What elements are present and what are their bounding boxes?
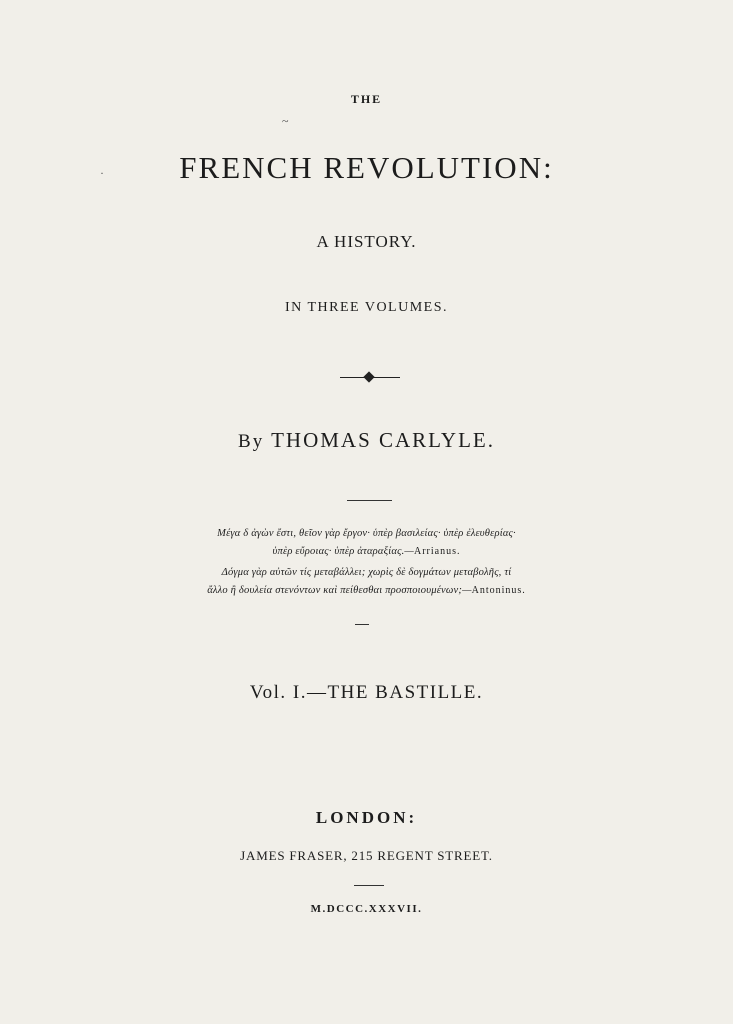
the-label: THE: [350, 92, 383, 106]
epigraph-attribution-arrianus: Arrianus.: [413, 546, 461, 557]
epigraph-line-4-text: ἄλλο ἢ δουλεία στενόντων καὶ πείθεσθαι προσποιουμένων;—: [207, 585, 472, 596]
epigraph-line-4: [0, 585, 733, 596]
epigraph-line-1: Μέγα δ ἀγὼν ἔστι, θεῖον γὰρ ἔργον· ὑπὲρ βασιλείας· ὑπὲρ ἐλευθερίας·: [217, 528, 516, 539]
volume-title: Vol. I.—THE BASTILLE.: [249, 682, 484, 703]
epigraph-line-2: [0, 546, 733, 557]
book-title: FRENCH REVOLUTION:: [179, 150, 554, 185]
epigraph-line-2-text: ὑπὲρ εὔροιας· ὑπὲρ ἀταραξίας.—: [272, 546, 414, 557]
volumes-note: IN THREE VOLUMES.: [284, 300, 449, 315]
ink-mark: ·: [100, 166, 104, 180]
imprint-rule: [354, 885, 384, 886]
epigraph-attribution-antoninus: Antoninus.: [471, 585, 526, 596]
imprint-city: LONDON:: [315, 808, 418, 827]
divider-rule: [347, 500, 392, 501]
ink-mark: ~: [282, 114, 289, 128]
epigraph-line-3: Δόγμα γὰρ αὐτῶν τίς μεταβάλλει; χωρὶς δὲ δογμάτων μεταβολῆς, τί: [221, 567, 512, 578]
author-name: THOMAS CARLYLE.: [271, 428, 495, 452]
author-line: [0, 428, 733, 453]
book-subtitle: A HISTORY.: [316, 232, 417, 251]
imprint-date: M.DCCC.XXXVII.: [310, 903, 423, 915]
author-by: By: [238, 431, 265, 452]
short-rule: [355, 624, 369, 625]
imprint-publisher: JAMES FRASER, 215 REGENT STREET.: [240, 848, 493, 863]
ornament-rule: [340, 376, 400, 380]
